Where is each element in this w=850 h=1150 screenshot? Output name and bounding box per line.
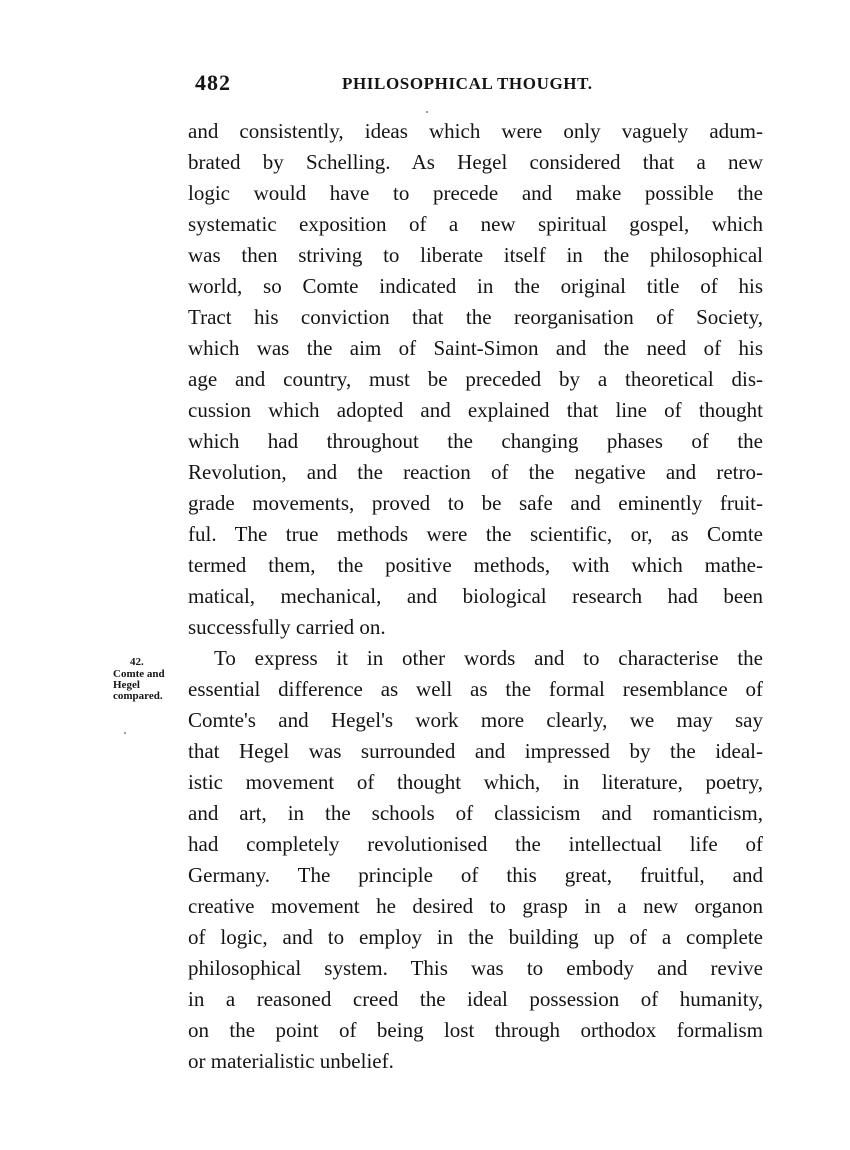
text-line: cussion which adopted and explained that line of thought [188, 398, 763, 422]
margin-note [113, 657, 188, 702]
text-line: matical, mechanical, and biological research had been [188, 584, 763, 608]
text-line: systematic exposition of a new spiritual gospel, which [188, 212, 763, 236]
text-line: that Hegel was surrounded and impressed by the ideal- [188, 739, 763, 763]
margin-note-line: Hegel [113, 679, 140, 691]
page-number: 482 [195, 70, 231, 95]
text-line: and consistently, ideas which were only vaguely adum- [188, 119, 763, 143]
margin-note-line: Comte and [113, 668, 165, 680]
margin-note-number: 42. [130, 656, 144, 668]
text-line: creative movement he desired to grasp in a new organon [188, 894, 763, 918]
text-line: successfully carried on. [188, 615, 386, 639]
text-line: ful. The true methods were the scientific, or, as Comte [188, 522, 763, 546]
text-line: in a reasoned creed the ideal possession of humanity, [188, 987, 763, 1011]
text-line: and art, in the schools of classicism and romanticism, [188, 801, 763, 825]
margin-note-line: compared. [113, 690, 163, 702]
text-line: istic movement of thought which, in literature, poetry, [188, 770, 763, 794]
text-line: was then striving to liberate itself in the philosophical [188, 243, 763, 267]
text-line: Revolution, and the reaction of the negative and retro- [188, 460, 763, 484]
text-line: of logic, and to employ in the building up of a complete [188, 925, 763, 949]
text-line: brated by Schelling. As Hegel considered that a new [188, 150, 763, 174]
text-line: Comte's and Hegel's work more clearly, we may say [188, 708, 763, 732]
text-line: logic would have to precede and make possible the [188, 181, 763, 205]
page-header [190, 70, 765, 100]
text-line: age and country, must be preceded by a theoretical dis- [188, 367, 763, 391]
text-line: Tract his conviction that the reorganisation of Society, [188, 305, 763, 329]
text-line: world, so Comte indicated in the original title of his [188, 274, 763, 298]
running-head: PHILOSOPHICAL THOUGHT. [342, 74, 593, 93]
text-line: essential difference as well as the formal resemblance of [188, 677, 763, 701]
text-line: Germany. The principle of this great, fruitful, and [188, 863, 763, 887]
text-line: philosophical system. This was to embody and revive [188, 956, 763, 980]
text-line: termed them, the positive methods, with which mathe- [188, 553, 763, 577]
text-line: which was the aim of Saint-Simon and the need of his [188, 336, 763, 360]
body-text [188, 116, 763, 1077]
text-line: had completely revolutionised the intellectual life of [188, 832, 763, 856]
text-line: grade movements, proved to be safe and eminently fruit- [188, 491, 763, 515]
text-line: on the point of being lost through orthodox formalism [188, 1018, 763, 1042]
print-speck [124, 732, 126, 734]
print-speck [426, 111, 428, 113]
text-line: which had throughout the changing phases of the [188, 429, 763, 453]
text-line: To express it in other words and to characterise the [214, 646, 763, 670]
text-line: or materialistic unbelief. [188, 1049, 394, 1073]
